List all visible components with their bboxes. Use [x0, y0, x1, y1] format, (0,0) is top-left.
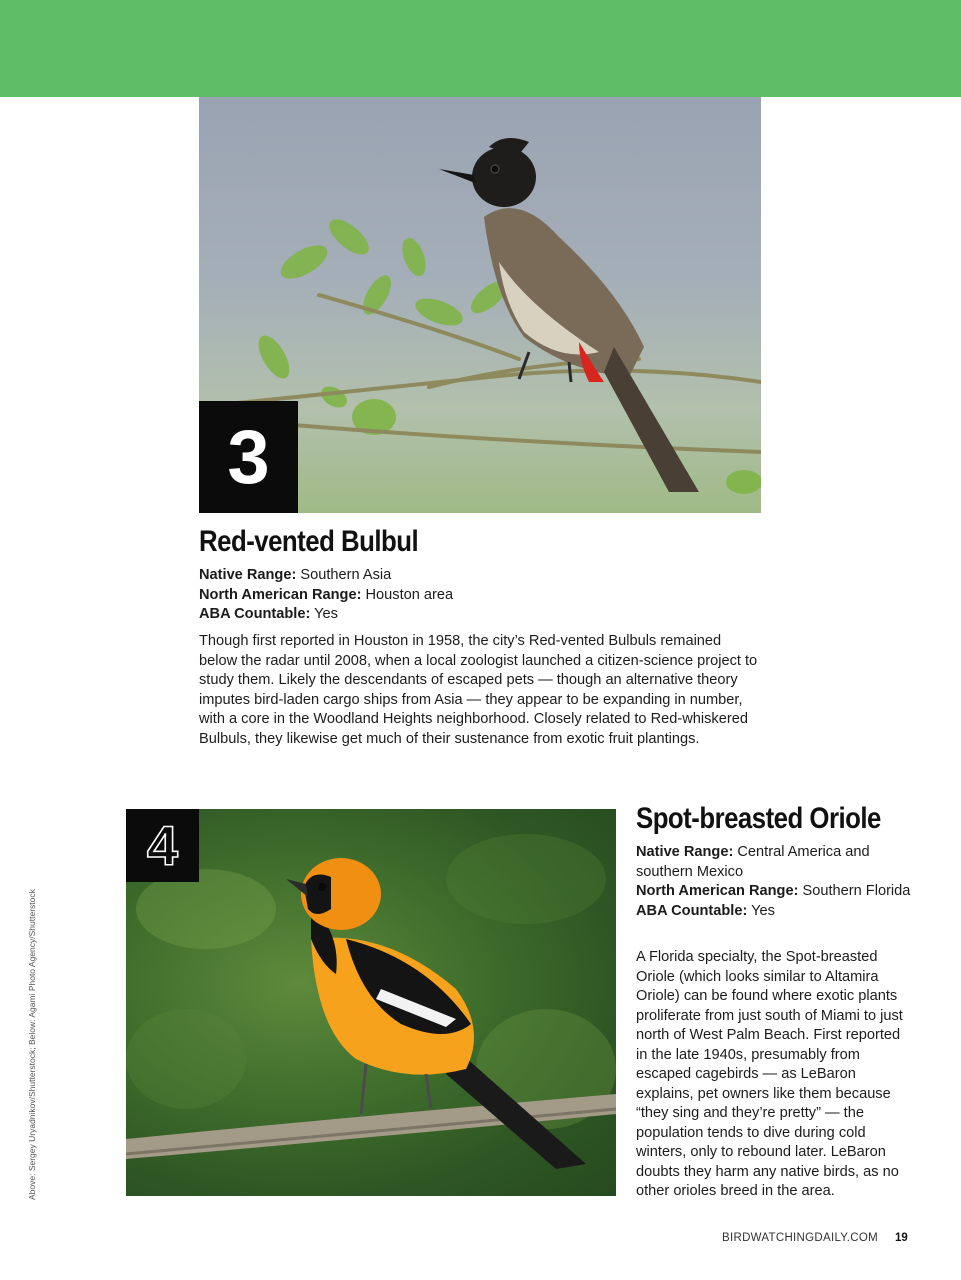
species-title: Spot-breasted Oriole [636, 802, 881, 835]
native-range-row: Native Range: Central America and southern Mexico [636, 844, 870, 880]
species-number-badge: 4 [126, 809, 199, 882]
oriole-illustration [126, 809, 616, 1196]
species-title: Red-vented Bulbul [199, 525, 419, 558]
page-number: 19 [895, 1232, 908, 1244]
header-color-band [0, 0, 961, 97]
north-american-range-row: North American Range: Houston area [199, 586, 454, 603]
photo-credit: Above: Sergey Uryadnikov/Shutterstock; Below: Agami Photo Agency/Shutterstock [27, 889, 37, 1200]
spot-breasted-oriole-photo [126, 809, 616, 1196]
species-facts [636, 843, 911, 921]
footer-website: BIRDWATCHINGDAILY.COM [722, 1232, 879, 1244]
aba-countable-row: ABA Countable: Yes [636, 902, 775, 919]
species-facts [199, 566, 759, 625]
north-american-range-row: North American Range: Southern Florida [636, 883, 911, 899]
species-description: A Florida specialty, the Spot-breasted Oriole (which looks similar to Altamira Oriole) can be found where exotic plants proliferate from just south of Miami to just north of West Palm Beach. First reported in the late 1940s, presumably from escaped cagebirds — as LeBaron explains, pet owners like them because “they sing and they’re pretty” — the population tends to dive during cold winters, only to rebound later. LeBaron doubts they harm any native birds, as no other orioles breed in the area. [636, 949, 903, 1199]
species-number-badge: 3 [199, 401, 298, 513]
native-range-row: Native Range: Southern Asia [199, 567, 392, 583]
species-description: Though first reported in Houston in 1958, the city’s Red-vented Bulbuls remained below the radar until 2008, when a local zoologist launched a citizen-science project to study them. Likely the descendants of escaped pets — though an alternative theory imputes bird-laden cargo ships from Asia — they appear to be expanding in number, with a core in the Woodland Heights neighborhood. Closely related to Red-whiskered Bulbuls, they likewise get much of their sustenance from exotic fruit plantings. [199, 633, 758, 747]
aba-countable-row: ABA Countable: Yes [199, 606, 338, 622]
